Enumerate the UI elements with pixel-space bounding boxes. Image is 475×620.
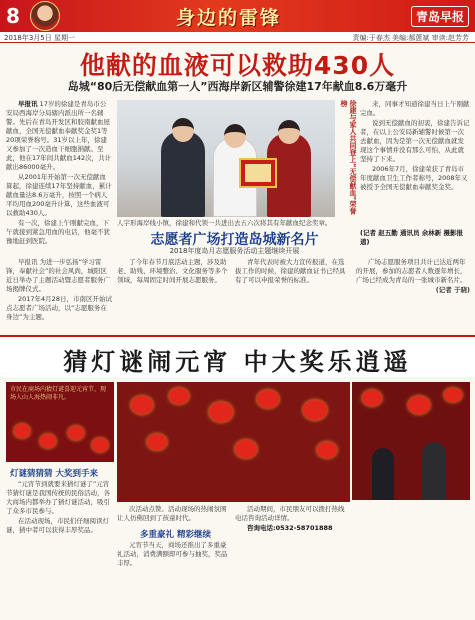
person-head	[172, 118, 194, 142]
contact-phone: 咨询电话:0532-58701888	[247, 524, 333, 532]
story1-headline: 他献的血液可以救助430人	[79, 51, 396, 80]
story2-subtitle: 2018年度岛月志愿服务活动主题继续开展	[169, 247, 300, 255]
lantern-icon	[169, 388, 189, 404]
lantern-icon	[362, 390, 382, 406]
lantern-icon	[235, 440, 257, 458]
page-number: 8	[6, 4, 20, 28]
lantern-icon	[92, 438, 108, 452]
lantern-icon	[303, 400, 327, 420]
lei-feng-portrait-icon	[30, 1, 60, 31]
lantern-photo-caption: 市民在商场内猜灯谜喜迎元宵节，现场人山人海热闹非凡。	[10, 386, 107, 401]
story2-column-4	[356, 258, 470, 330]
story3-paragraph: 元宵节当天，商场还推出了多重豪礼活动，消费满额即可参与抽奖，奖品丰厚。	[117, 541, 228, 567]
story3-column-3	[235, 505, 350, 605]
person-figure	[372, 448, 394, 500]
story3-paragraph: 在活动现场，市民们仔细阅读灯谜，猜中者可以获得丰厚奖品。	[6, 517, 109, 534]
lantern-icon	[40, 434, 56, 448]
story1-dateline: 早报讯	[18, 100, 38, 108]
lantern-icon	[209, 402, 233, 422]
story1-photo-caption: 人字形海岸线小镇，徐建和代领一共进出去五六次将其有年献血纪念奖章。	[117, 219, 332, 227]
story2-column-2	[117, 258, 229, 330]
story3-headline: 猜灯谜闹元宵 中大奖乐逍遥	[63, 348, 412, 376]
story2-title: 志愿者广场打造岛城新名片	[150, 232, 319, 248]
issue-date: 2018年3月5日 星期一	[4, 34, 75, 42]
story1-paragraph: 17岁的徐建是青岛市公安局西海岸分局辖内派出所一名辅警。先后在青岛开发区和胶南献血屋献血，全国无偿献血奉献奖金奖1等20项荣誉称号。31岁以上年，徐建又参加了一次造血干细胞捐献。至此，他在17年间共献血142次，共计献出86000毫升。	[6, 100, 112, 171]
story2-paragraph: 了今年春节月底活动主题，涉及助老、助残、环境整治、文化服务等多个领域，每周固定时间开展志愿服务。	[117, 258, 228, 284]
story1-paragraph: 有一次，徐建上午刚献完血，下午就接到紧急用血的电话，他毫不犹豫地赶到医院。	[6, 219, 110, 245]
story1-column-4	[360, 100, 470, 228]
story3-paragraph: 次活动点赞。活动现场的热闹氛围让人仿佛回到了孩童时代。	[117, 505, 227, 522]
story2-column-1	[6, 258, 112, 330]
newspaper-logo: 青岛早报	[411, 6, 469, 27]
story1-paragraph: 来，同事才知道徐建当日上午刚献完血。	[360, 100, 470, 117]
story2-paragraph: 2017年4月28日，市南区开始试点志愿者广场活动，以“志愿服务在身边”为主题。	[6, 295, 112, 321]
story1-paragraph: 从2001年开始第一次无偿献血算起，徐建连续17年坚持献血，累计献血量达8.6万毫升，按照一个病人平均用血200毫升计算，这些血液可以救助430人。	[6, 173, 112, 217]
lantern-market-photo	[117, 382, 350, 502]
story1-paragraph: 说到无偿献血的初衷，徐建告诉记者，在以上公安局新辅警时候第一次去献血，因为是第一次无偿献血就发现这个事情并没有那么可怕，从此就坚持了下来。	[360, 119, 470, 163]
page-header	[0, 0, 475, 32]
story2-paragraph: 早报讯 为进一步弘扬“学习雷锋，奉献社会”的社会风尚，城阳区近日举办了主题活动暨志愿者服务广场揭牌仪式。	[6, 258, 110, 293]
editor-credits: 责编:于春杰 美编:郝蒽斌 审读:赵芳芳	[352, 34, 469, 42]
lantern-icon	[257, 390, 279, 408]
story2-paragraph: 广场志愿服务项目共计已达近两年的开展，参加的志愿者人数逐年增长，广场已经成为青岛的一张城市新名片。	[356, 258, 467, 284]
story1-subhead: 岛城“80后无偿献血第一人”西海岸新区辅警徐建17年献血8.6万毫升	[67, 80, 408, 93]
person-head	[278, 120, 300, 144]
honor-certificate	[239, 158, 277, 188]
date-bar	[0, 32, 475, 43]
lantern-icon	[131, 396, 153, 414]
story3-column-1	[6, 480, 112, 616]
lantern-icon	[68, 426, 84, 440]
story1-photo	[117, 100, 335, 217]
lantern-icon	[317, 442, 337, 458]
story2-paragraph: 青年代表时被大力宣传报道，在选拔工作的时候，徐建的献血证书已经具有了可以申报荣誉的标准。	[235, 258, 346, 284]
section-title: 身边的雷锋	[176, 7, 282, 29]
story3-column-2b	[117, 541, 229, 616]
story3-section2-title: 多重豪礼 精彩继续	[140, 530, 211, 540]
person-figure	[161, 131, 205, 217]
story3-column-2a	[117, 505, 229, 527]
story1-byline: (记者 赵五勤 通讯员 余林新 摄影报道)	[360, 229, 464, 246]
person-head	[224, 124, 246, 148]
lantern-icon	[444, 388, 462, 402]
story2-column-3	[235, 258, 350, 330]
lantern-icon	[14, 424, 30, 438]
story3-paragraph: 活动期间，市民朋友可以拨打热线电话咨询活动详情。	[235, 505, 345, 522]
person-figure	[422, 442, 446, 500]
story2-byline: (记者 于晓)	[435, 286, 470, 294]
story3-banner	[0, 335, 475, 377]
story1-paragraph: 2006年7月，徐建荣获了青岛市年度献血卫生工作者称号，2008年又被授予全国无偿献血奉献奖金奖。	[360, 165, 468, 191]
crowd-photo	[352, 382, 470, 500]
lantern-icon	[147, 434, 167, 450]
story1-vertical-title: 徐建与家人共同登上“无偿献血”荣誉榜	[340, 100, 357, 215]
story3-section1-title: 灯谜猜猜猜 大奖到手来	[10, 469, 98, 479]
lantern-icon	[408, 396, 430, 414]
story3-paragraph: “元宵节到就要来猜灯谜了”元宵节猜灯谜是我国传统的民俗活动，各大商场内都举办了猜灯谜活动，吸引了众多市民参与。	[6, 480, 110, 515]
